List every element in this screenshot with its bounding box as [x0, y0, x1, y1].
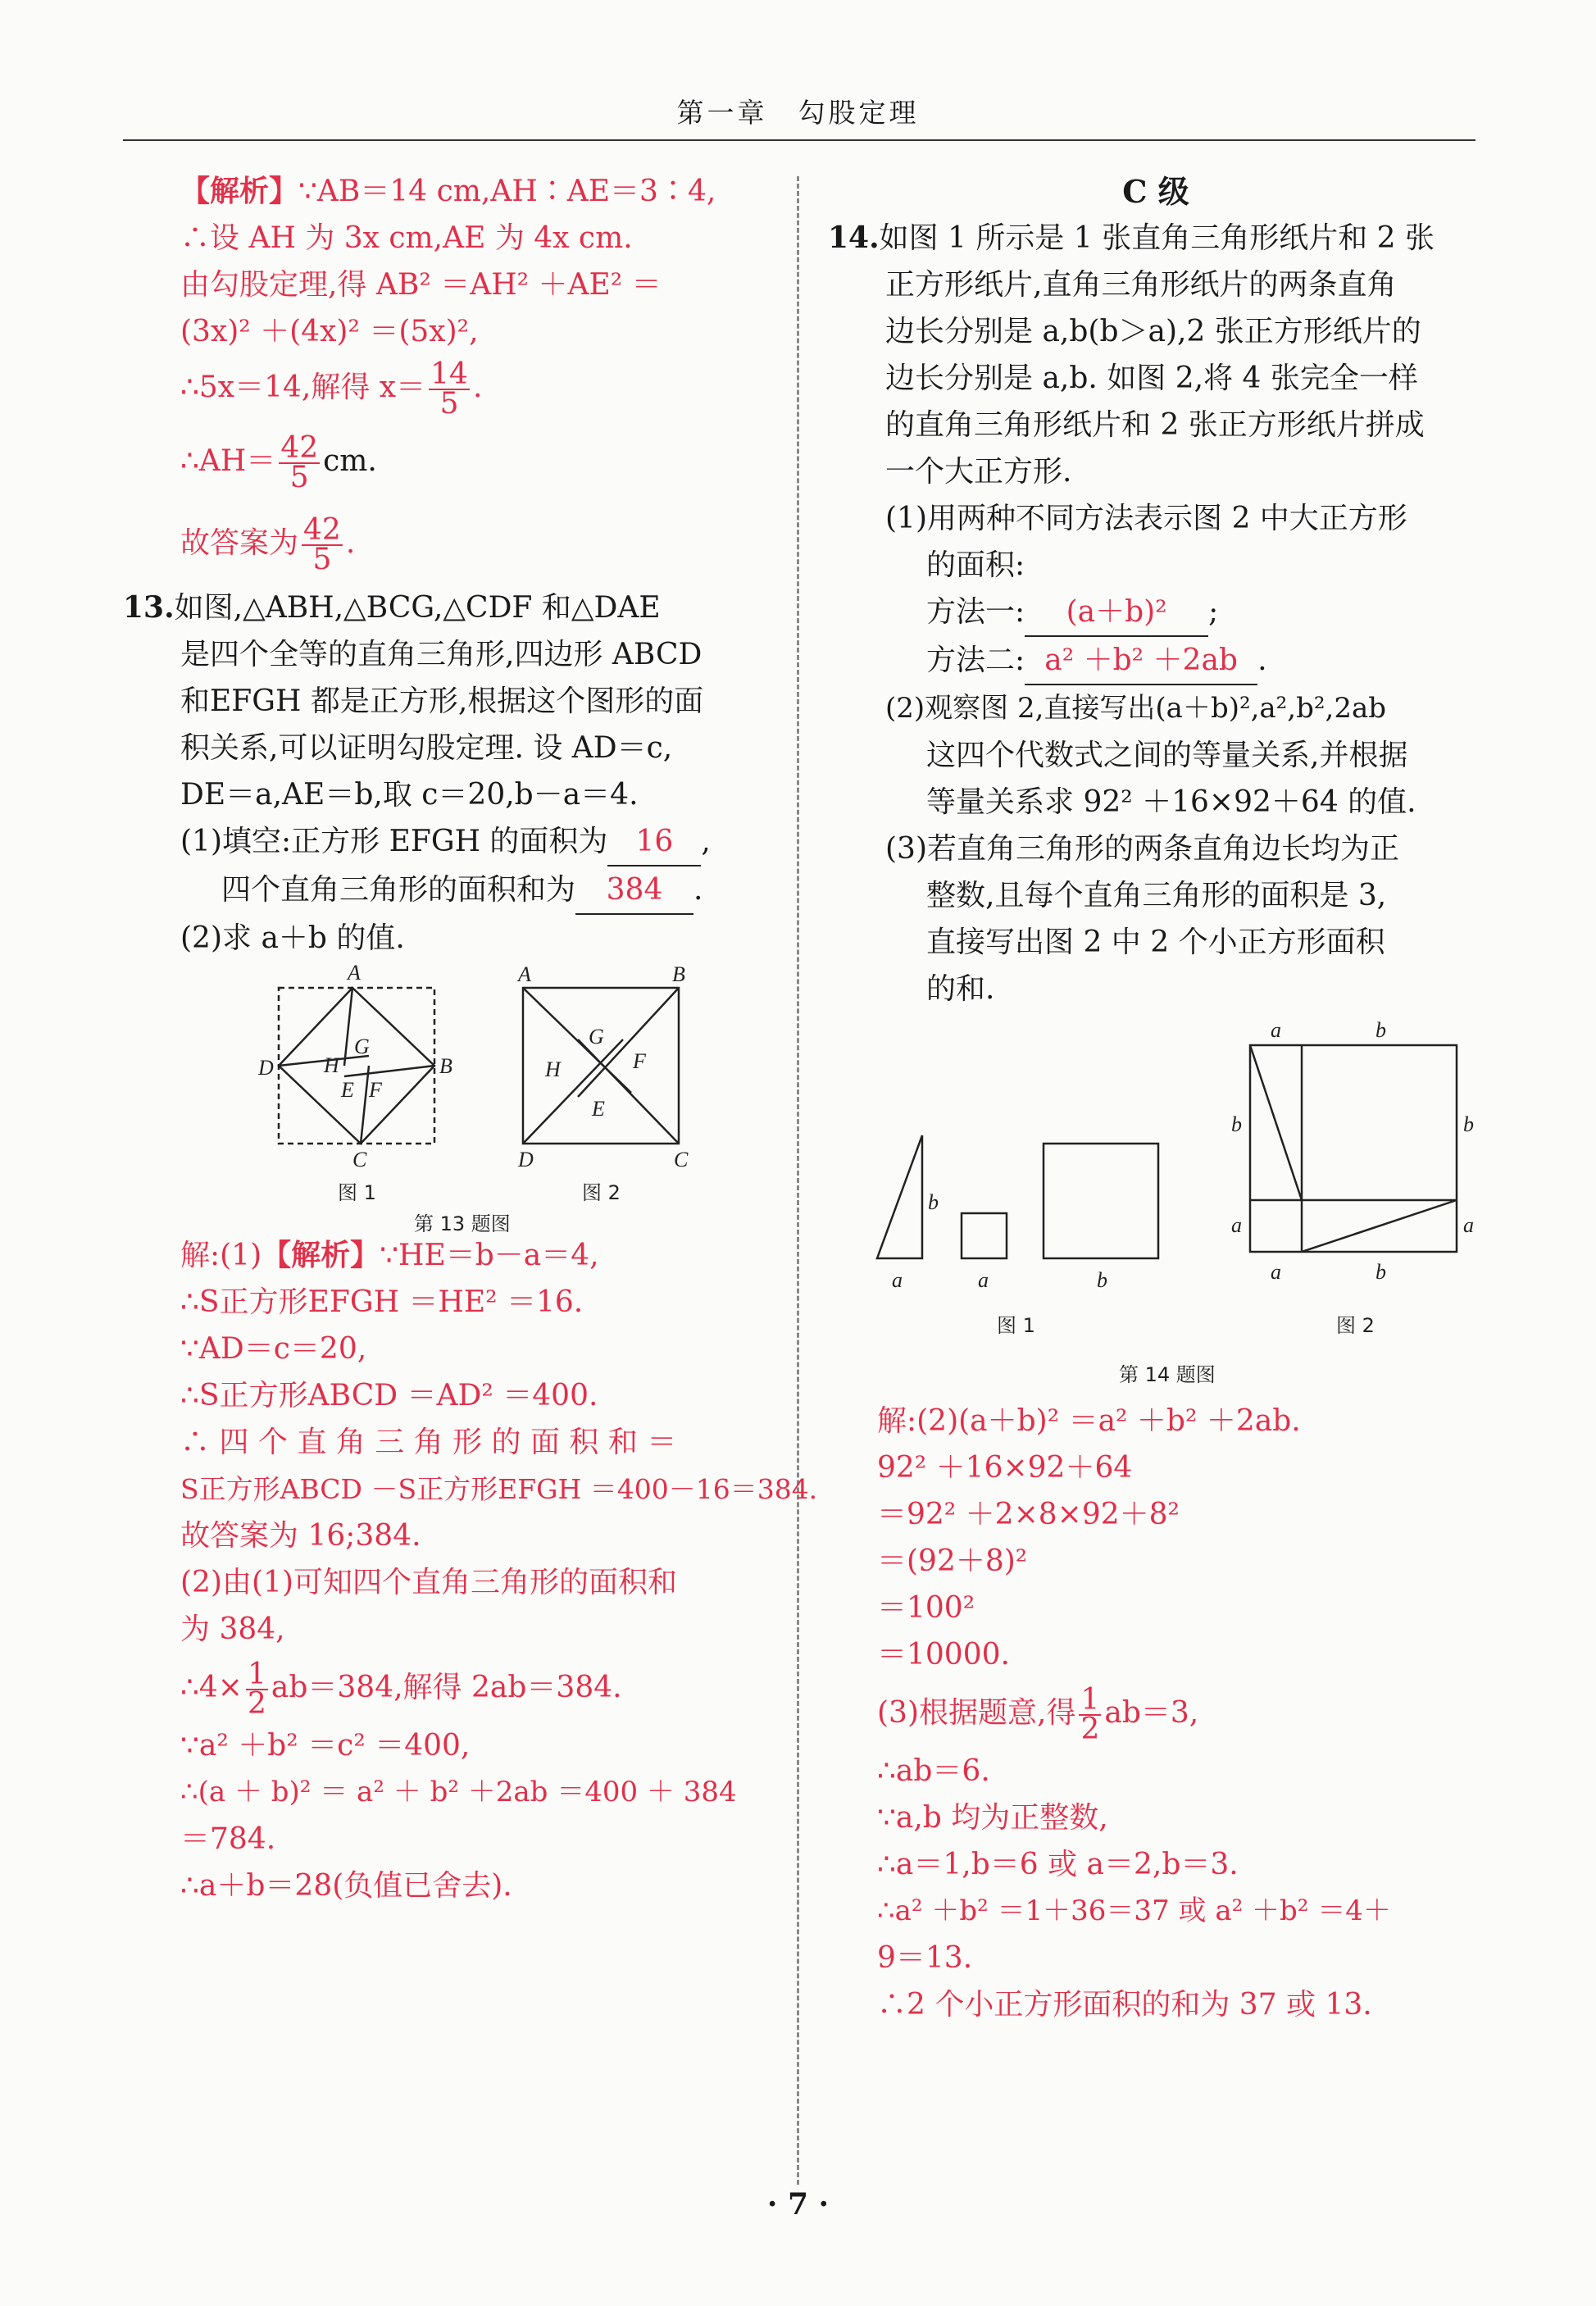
figure-13-drawing: [123, 962, 771, 1232]
fig14-label-a: a: [1271, 1018, 1281, 1042]
solution-line: 为 384,: [180, 1612, 285, 1646]
fig14-cap1: 图 1: [997, 1314, 1035, 1337]
label-D: D: [258, 1056, 274, 1080]
analysis-line: 由勾股定理,得 AB² ＝AH² ＋AE² ＝: [180, 268, 662, 302]
solution-line: ＝100²: [877, 1591, 975, 1625]
solution-line: ∴ab＝6.: [877, 1754, 990, 1788]
solution-line: ∴2 个小正方形面积的和为 37 或 13.: [877, 1988, 1372, 2022]
solution-line: ＝784.: [180, 1822, 276, 1856]
figure-14: [828, 1012, 1484, 1398]
solution-line: ∴4× $\frac{1}{2}$ ab＝384,解得 2ab＝384.: [180, 1658, 622, 1721]
solution-line: (2)由(1)可知四个直角三角形的面积和: [180, 1566, 677, 1599]
question-line: (2)观察图 2,直接写出(a＋b)²,a²,b²,2ab: [885, 692, 1386, 725]
label-G2: G: [589, 1025, 604, 1048]
question-line: 的面积:: [926, 548, 1025, 582]
label-F2: F: [633, 1049, 646, 1073]
solution-line: 解:(1)【解析】∵HE＝b－a＝4,: [180, 1238, 599, 1272]
question-line: 边长分别是 a,b. 如图 2,将 4 张完全一样: [885, 362, 1418, 395]
fig14-label-a: a: [1271, 1260, 1281, 1284]
page-number: · 7 ·: [766, 2187, 830, 2222]
solution-line: ∴a＋b＝28(负值已舍去).: [180, 1869, 512, 1903]
solution-line: S正方形ABCD －S正方形EFGH ＝400－16＝384.: [180, 1473, 818, 1505]
answer-blank: (a＋b)²: [1025, 589, 1208, 637]
label-E2: E: [592, 1097, 605, 1121]
analysis-line: ∴设 AH 为 3x cm,AE 为 4x cm.: [180, 221, 633, 255]
fig14-label-b: b: [1375, 1260, 1386, 1284]
question-line: 一个大正方形.: [885, 455, 1072, 489]
answer-blank: 384: [575, 866, 693, 915]
label-D2: D: [518, 1148, 534, 1171]
header-rule: [123, 139, 1476, 141]
fig13-caption: 第 13 题图: [414, 1212, 511, 1232]
answer-blank: a² ＋b² ＋2ab: [1025, 637, 1257, 685]
question-line: 积关系,可以证明勾股定理. 设 AD＝c,: [180, 731, 673, 765]
fig14-label-a: a: [1231, 1213, 1242, 1237]
fig13-cap1: 图 1: [338, 1181, 376, 1204]
question-line: 四个直角三角形的面积和为 384 .: [123, 866, 771, 915]
fig14-cap2: 图 2: [1336, 1314, 1375, 1337]
column-divider: [797, 176, 799, 2185]
solution-line: ∴a² ＋b² ＝1＋36＝37 或 a² ＋b² ＝4＋: [877, 1894, 1391, 1927]
level-heading: C 级: [1122, 173, 1189, 210]
fig14-label-a: a: [892, 1268, 903, 1292]
label-A: A: [348, 962, 361, 985]
solution-line: 故答案为 16;384.: [180, 1519, 421, 1553]
question-line: 直接写出图 2 中 2 个小正方形面积: [926, 926, 1385, 959]
figure-14-drawing: [828, 1012, 1484, 1398]
solution-line: (3)根据题意,得 $\frac{1}{2}$ ab＝3,: [877, 1683, 1199, 1746]
question-line: 这四个代数式之间的等量关系,并根据: [926, 739, 1408, 772]
label-C2: C: [674, 1148, 689, 1171]
question-line: 的和.: [926, 972, 995, 1006]
fig14-label-b: b: [1375, 1018, 1386, 1042]
question-line: (3)若直角三角形的两条直角边长均为正: [885, 832, 1399, 866]
label-B2: B: [672, 962, 685, 986]
figure-13: [123, 962, 771, 1232]
fig14-label-a: a: [1463, 1213, 1474, 1237]
solution-line: ∴a＝1,b＝6 或 a＝2,b＝3.: [877, 1848, 1239, 1881]
fig14-caption: 第 14 题图: [1119, 1363, 1216, 1386]
fraction: $\frac{42}{5}$: [280, 431, 319, 494]
solution-line: ＝10000.: [877, 1638, 1010, 1672]
question-line: 整数,且每个直角三角形的面积是 3,: [926, 879, 1387, 912]
left-column: [123, 168, 818, 1909]
question-line: 边长分别是 a,b(b＞a),2 张正方形纸片的: [885, 315, 1421, 348]
fraction: $\frac{1}{2}$: [1080, 1683, 1100, 1746]
solution-line: 解:(2)(a＋b)² ＝a² ＋b² ＋2ab.: [877, 1404, 1301, 1438]
fraction: $\frac{42}{5}$: [303, 513, 341, 576]
solution-line: ∵AD＝c＝20,: [180, 1332, 367, 1366]
fraction: $\frac{1}{2}$: [247, 1658, 266, 1721]
analysis-line: 【解析】∵AB＝14 cm,AH∶AE＝3∶4,: [180, 174, 716, 208]
question-13: 13.如图,△ABH,△BCG,△CDF 和△DAE: [123, 590, 661, 625]
question-line: 等量关系求 92² ＋16×92＋64 的值.: [926, 785, 1416, 819]
label-C: C: [352, 1148, 367, 1171]
fig14-label-b: b: [1097, 1268, 1107, 1292]
solution-line: ＝(92＋8)²: [877, 1544, 1028, 1578]
fig14-label-b: b: [1463, 1112, 1474, 1136]
page-header: 第一章 勾股定理: [676, 97, 920, 129]
question-line: 的直角三角形纸片和 2 张正方形纸片拼成: [885, 408, 1425, 442]
label-G: G: [354, 1035, 370, 1058]
right-column: [828, 168, 1484, 2028]
question-line: 正方形纸片,直角三角形纸片的两条直角: [885, 268, 1397, 302]
solution-line: ∵a,b 均为正整数,: [877, 1801, 1108, 1835]
solution-line: 9＝13.: [877, 1941, 973, 1975]
label-H2: H: [545, 1057, 561, 1081]
fig13-cap2: 图 2: [582, 1181, 621, 1204]
label-B: B: [439, 1054, 452, 1078]
answer-blank: 16: [607, 818, 701, 866]
fraction: $\frac{14}{5}$: [430, 357, 468, 421]
analysis-line: ∴AH＝ $\frac{42}{5}$ cm.: [180, 431, 377, 494]
analysis-line: (3x)² ＋(4x)² ＝(5x)²,: [180, 315, 479, 348]
label-A2: A: [518, 962, 531, 986]
analysis-line: 故答案为 $\frac{42}{5}$ .: [180, 513, 356, 576]
solution-line: ∴(a ＋ b)² ＝ a² ＋ b² ＋2ab ＝400 ＋ 384: [180, 1776, 737, 1808]
fig14-label-a: a: [978, 1268, 989, 1292]
question-line: 和EFGH 都是正方形,根据这个图形的面: [180, 685, 704, 718]
label-H: H: [324, 1053, 339, 1077]
label-F: F: [369, 1078, 382, 1102]
solution-line: ＝92² ＋2×8×92＋8²: [877, 1498, 1180, 1531]
question-line: (2)求 a＋b 的值.: [180, 921, 405, 955]
fig14-label-b: b: [928, 1190, 939, 1214]
question-14: 14.如图 1 所示是 1 张直角三角形纸片和 2 张: [828, 221, 1435, 255]
question-line: (1)填空:正方形 EFGH 的面积为 16 ,: [123, 818, 771, 866]
method-line: 方法一: (a＋b)² ;: [828, 589, 1484, 637]
label-E: E: [341, 1078, 354, 1102]
solution-line: ∴ 四 个 直 角 三 角 形 的 面 积 和 ＝: [180, 1426, 677, 1459]
analysis-line: ∴5x＝14,解得 x＝ $\frac{14}{5}$ .: [180, 357, 483, 421]
question-line: 是四个全等的直角三角形,四边形 ABCD: [180, 638, 703, 671]
solution-line: ∵a² ＋b² ＝c² ＝400,: [180, 1729, 471, 1762]
solution-line: ∴S正方形ABCD ＝AD² ＝400.: [180, 1379, 598, 1412]
method-line: 方法二: a² ＋b² ＋2ab .: [828, 637, 1484, 685]
solution-line: 92² ＋16×92＋64: [877, 1451, 1133, 1485]
solution-line: ∴S正方形EFGH ＝HE² ＝16.: [180, 1285, 584, 1319]
fig14-label-b: b: [1231, 1112, 1242, 1136]
question-line: (1)用两种不同方法表示图 2 中大正方形: [885, 502, 1407, 535]
question-line: DE＝a,AE＝b,取 c＝20,b－a＝4.: [180, 778, 639, 812]
